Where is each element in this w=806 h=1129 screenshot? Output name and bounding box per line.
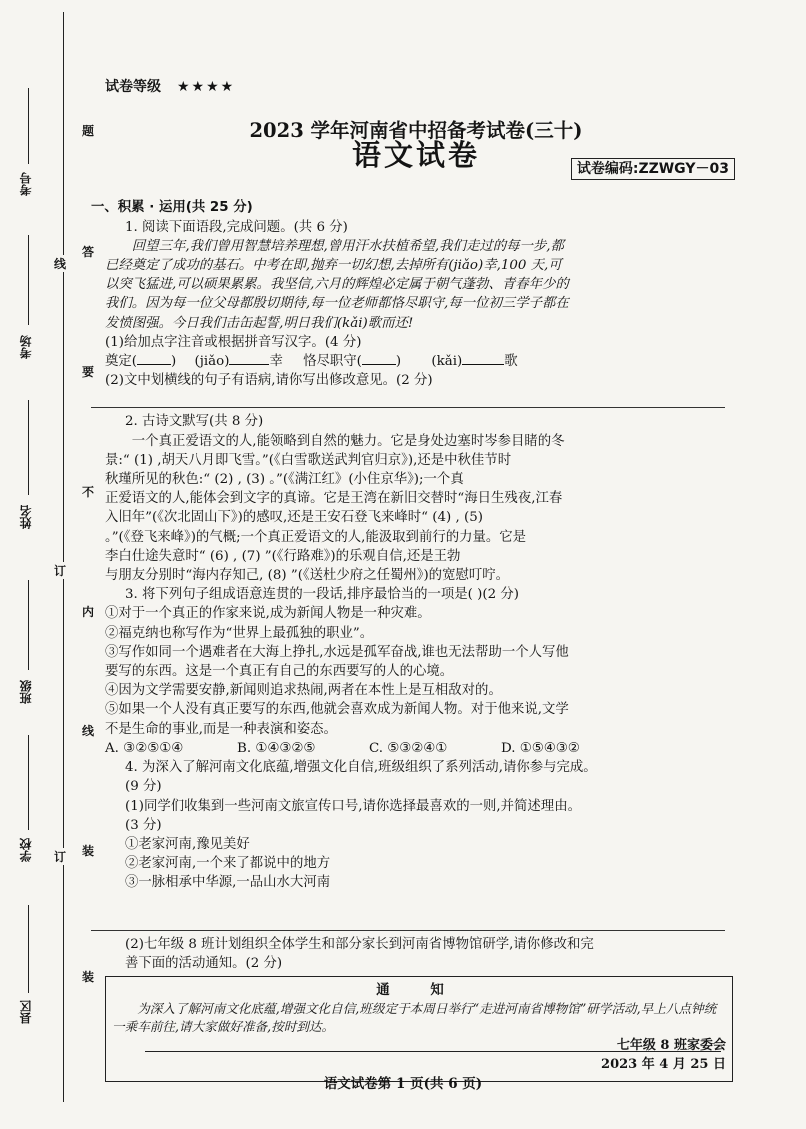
field-line-exam-room[interactable] — [28, 235, 29, 325]
section-title: 一、积累 · 运用(共 25 分) — [91, 200, 253, 216]
q1-sub2: (2)文中划横线的句子有语病,请你写出修改意见。(2 分) — [105, 373, 433, 389]
field-label-class: 班级 — [19, 680, 33, 704]
q1-passage-line: 回望三年,我们曾用智慧培养理想,曾用汗水扶植希望,我们走过的每一步,都 — [131, 238, 564, 254]
q1-passage-line: 已经奠定了成功的基石。中考在即,抛弃一切幻想,去掉所有(jiǎo)幸,100 天,可 — [105, 258, 562, 274]
subject-row — [105, 138, 729, 198]
option-b[interactable]: B. ①④③②⑤ — [237, 740, 316, 756]
notice-box — [105, 976, 733, 1082]
q3-sentence: 要写的东西。这是一个真正有自己的东西要写的人的心境。 — [105, 664, 454, 680]
q2-line: 一个真正爱语文的人,能领略到自然的魅力。它是身处边塞时岑参目睹的冬 — [131, 433, 565, 449]
q3-sentence: ③写作如同一个遇难者在大海上挣扎,水远是孤军奋战,谁也无法帮助一个人写他 — [105, 644, 569, 660]
q2-line: 李白仕途失意时“ (6) , (7) ”(《行路难》)的乐观自信,还是王勃 — [105, 548, 461, 564]
binding-mark: 装 — [82, 844, 95, 858]
notice-date: 2023 年 4 月 25 日 — [601, 1057, 726, 1073]
question-4-title-cont: (9 分) — [125, 779, 162, 795]
field-label-school: 学校 — [19, 838, 33, 862]
exam-content — [91, 78, 729, 1082]
q1-passage-line: 我们。因为每一位父母都殷切期待,每一位老师都恪尽职守,每一位初三学子都在 — [105, 296, 569, 312]
q3-sentence: ⑤如果一个人没有真正要写的东西,他就会喜欢成为新闻人物。对于他来说,文学 — [105, 702, 569, 718]
grade-label: 试卷等级 — [105, 79, 161, 95]
answer-blank[interactable] — [462, 364, 504, 365]
answer-space[interactable] — [105, 893, 727, 925]
page-footer: 语文试卷第 1 页(共 6 页) — [323, 1076, 483, 1092]
q3-sentence: ①对于一个真正的作家来说,成为新闻人物是一种灾难。 — [105, 606, 431, 622]
binding-mark: 内 — [82, 605, 95, 619]
binding-line — [63, 12, 64, 1102]
pinyin-bracket: ) — [395, 354, 402, 370]
answer-blank[interactable] — [229, 364, 269, 365]
binding-mark: 要 — [82, 365, 95, 379]
field-label-name: 姓名 — [19, 505, 33, 529]
binding-mark: 题 — [82, 124, 95, 138]
q4-sub2: (2)七年级 8 班计划组织全体学生和部分家长到河南省博物馆研学,请你修改和完 — [125, 936, 594, 952]
notice-body: 为深入了解河南文化底蕴,增强文化自信,班级定于本周日举行“走进河南省博物馆”研学活动,早上八点钟统一乘车前往,请大家做好准备,按时到达。 — [112, 1001, 717, 1035]
grade-stars: ★★★★ — [177, 79, 236, 95]
question-3-title: 3. 将下列句子组成语意连贯的一段话,排序最恰当的一项是( )(2 分) — [125, 587, 519, 603]
exam-code-box: 试卷编码:ZZWGY－03 — [571, 158, 735, 180]
q4-sub1-cont: (3 分) — [125, 817, 162, 833]
binding-mark: 装 — [82, 970, 95, 984]
q3-sentence: ④因为文学需要安静,新闻则追求热闹,两者在本性上是互相敌对的。 — [105, 683, 502, 699]
exam-title: 2023 学年河南省中招备考试卷(三十) — [249, 119, 583, 143]
question-1-title: 1. 阅读下面语段,完成问题。(共 6 分) — [125, 219, 348, 235]
option-d[interactable]: D. ①⑤④③② — [501, 740, 580, 756]
pinyin-hint: (jiǎo) — [194, 354, 230, 370]
binding-mark: 线 — [54, 257, 67, 271]
binding-mark: 不 — [82, 485, 95, 499]
binding-mark: 线 — [82, 724, 95, 738]
pinyin-word: 恪尽职守( — [303, 354, 362, 370]
q2-line: 与朋友分别时“海内存知己, (8) ”(《送杜少府之任蜀州》)的宽慰叮咛。 — [105, 568, 510, 584]
option-a[interactable]: A. ③②⑤①④ — [105, 740, 184, 756]
q4-sub2-cont: 善下面的活动通知。(2 分) — [125, 955, 283, 971]
pinyin-bracket: ) — [171, 354, 177, 370]
slogan-option: ①老家河南,豫见美好 — [125, 836, 250, 852]
q1-pinyin-row — [105, 352, 727, 371]
q2-line: 。”(《登飞来峰》)的气概;一个真正爱语文的人,能汲取到前行的力量。它是 — [105, 529, 527, 545]
answer-line[interactable] — [145, 1051, 721, 1052]
field-line-county[interactable] — [28, 905, 29, 993]
q1-passage-line: 以突飞猛进,可以硕果累累。我坚信,六月的辉煌必定属于朝气蓬勃、青春年少的 — [105, 277, 569, 293]
q2-line: 正爱语文的人,能体会到文字的真谛。它是王湾在新旧交替时“海日生残夜,江春 — [105, 491, 563, 507]
pinyin-word: 幸 — [269, 354, 283, 370]
q3-options — [105, 739, 727, 758]
field-label-exam-room: 考场 — [19, 335, 33, 359]
option-c[interactable]: C. ⑤③②④① — [369, 740, 448, 756]
q2-line: 入旧年”(《次北固山下》)的感叹,还是王安石登飞来峰时“ (4) , (5) — [105, 510, 483, 526]
pinyin-word: 奠定( — [105, 354, 138, 370]
q4-sub1: (1)同学们收集到一些河南文旅宣传口号,请你选择最喜欢的一则,并简述理由。 — [125, 798, 581, 814]
slogan-option: ②老家河南,一个来了都说中的地方 — [125, 856, 331, 872]
answer-blank[interactable] — [137, 364, 171, 365]
binding-mark: 订 — [54, 564, 67, 578]
pinyin-word: 歌 — [504, 354, 518, 370]
question-4-title: 4. 为深入了解河南文化底蕴,增强文化自信,班级组织了系列活动,请你参与完成。 — [125, 760, 597, 776]
grade-row — [105, 78, 727, 97]
notice-title: 通 知 — [376, 981, 462, 998]
q2-line: 景:“ (1) ,胡天八月即飞雪。”(《白雪歌送武判官归京》),还是中秋佳节时 — [105, 452, 512, 468]
field-label-exam-number: 考号 — [19, 172, 33, 196]
field-line-exam-number[interactable] — [28, 88, 29, 164]
notice-signer: 七年级 8 班家委会 — [616, 1038, 726, 1054]
answer-space[interactable] — [105, 390, 727, 402]
subject-title: 语文试卷 — [351, 138, 480, 173]
q1-passage-line: 发愤图强。今日我们击缶起誓,明日我们(kǎi)歌而还! — [105, 315, 414, 331]
field-line-name[interactable] — [28, 400, 29, 495]
divider — [91, 407, 725, 408]
divider — [91, 930, 725, 931]
q3-sentence: ②福克纳也称写作为“世界上最孤独的职业”。 — [105, 625, 374, 641]
field-label-county: 县区 — [19, 1000, 33, 1024]
q3-sentence: 不是生命的事业,而是一种表演和姿态。 — [105, 721, 337, 737]
slogan-option: ③一脉相承中华源,一品山水大河南 — [125, 875, 331, 891]
q1-sub1: (1)给加点字注音或根据拼音写汉字。(4 分) — [105, 334, 362, 350]
binding-mark: 答 — [82, 245, 95, 259]
answer-blank[interactable] — [362, 364, 396, 365]
binding-mark: 订 — [54, 850, 67, 864]
field-line-class[interactable] — [28, 580, 29, 670]
q2-line: 秋瑾所见的秋色:“ (2) , (3) 。”(《满江红》(小住京华》);一个真 — [105, 472, 464, 488]
field-line-school[interactable] — [28, 735, 29, 830]
pinyin-hint: (kǎi) — [431, 354, 463, 370]
question-2-title: 2. 古诗文默写(共 8 分) — [125, 414, 264, 430]
